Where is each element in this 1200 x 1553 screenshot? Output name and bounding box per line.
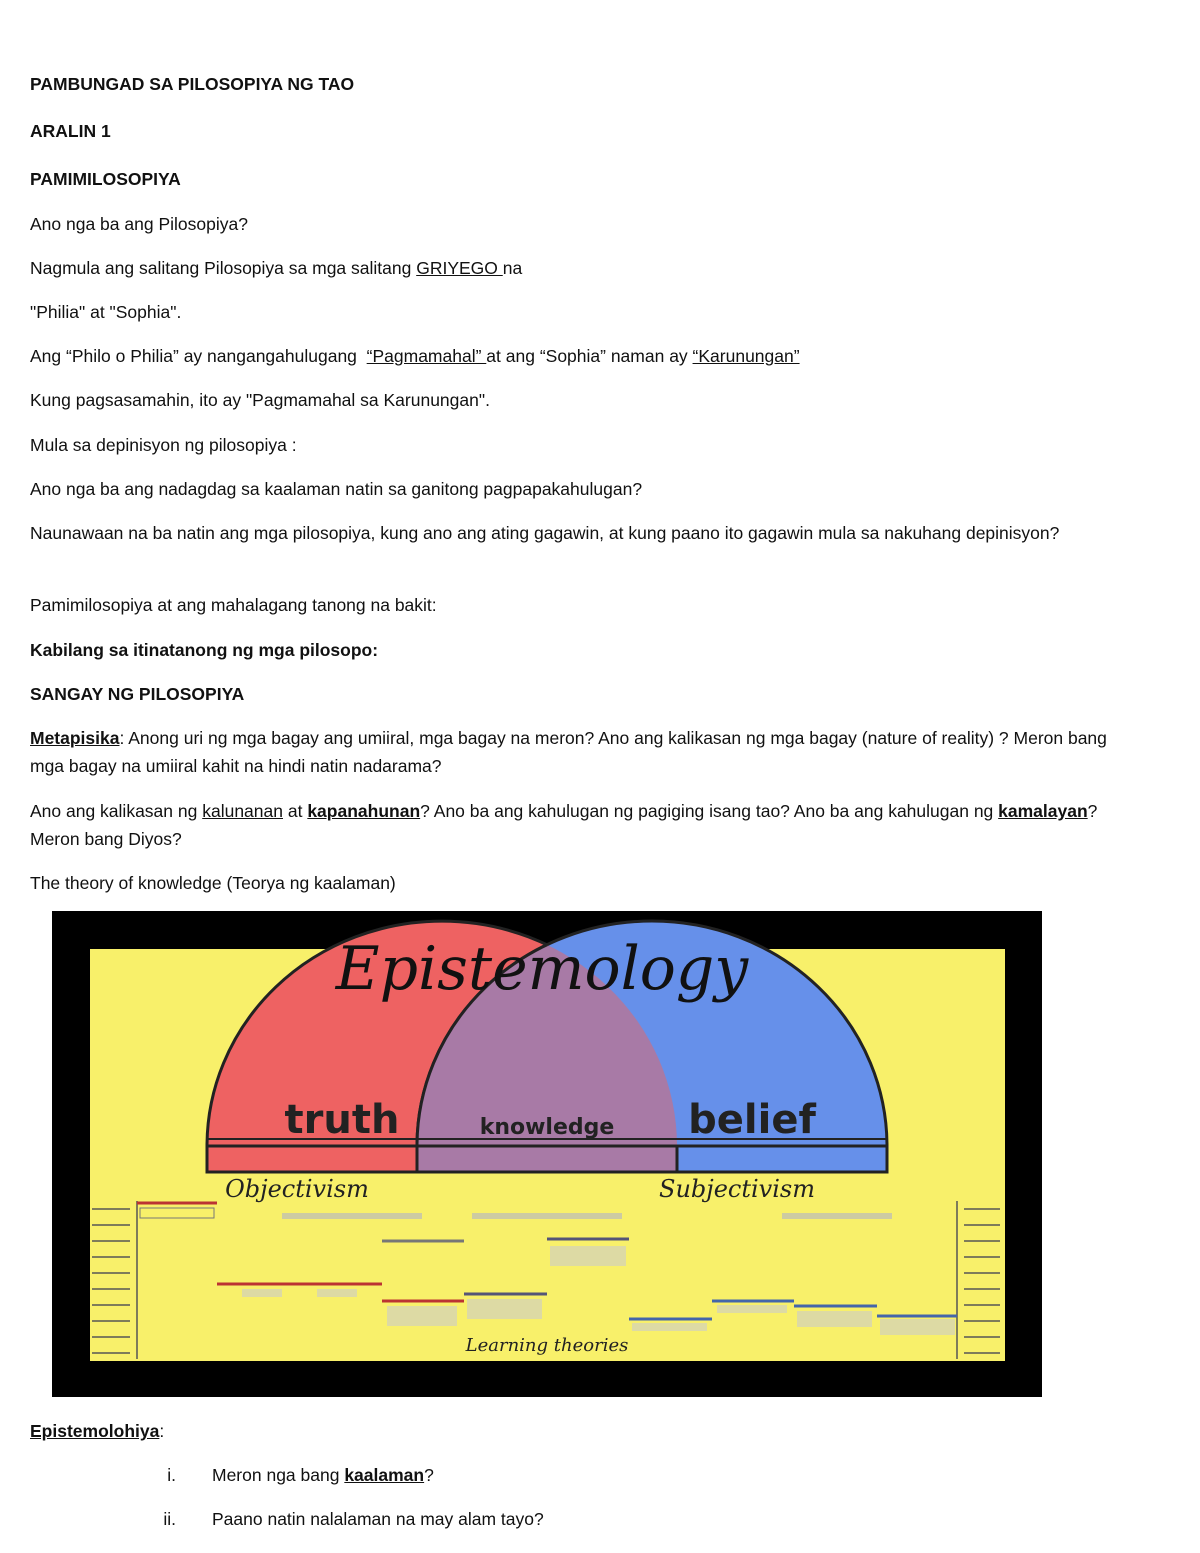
text: ? Meron bang Diyos? [30,801,1098,849]
belief-band [677,1146,887,1172]
paragraph-philia-sophia: "Philia" at "Sophia". [30,302,182,322]
caption-subjectivism: Subjectivism [659,1175,815,1203]
term-kamalayan: kamalayan [998,801,1088,821]
text: : [159,1421,165,1441]
text: ? Ano ba ang kahulugan ng pagiging isang tao? Ano ba ang kahulugan ng [420,801,999,821]
caption-objectivism: Objectivism [225,1175,369,1203]
document-title: PAMBUNGAD SA PILOSOPIYA NG TAO [30,74,355,94]
paragraph-origin [30,254,522,282]
paragraph-nature-questions [30,797,1140,853]
underlined-pagmamahal: “Pagmamahal” [366,346,487,366]
paragraph-question-knowledge: Ano nga ba ang nadagdag sa kaalaman natin sa ganitong pagpapakahulugan? [30,479,643,499]
text: : Anong uri ng mga bagay ang umiiral, mga bagay na meron? Ano ang kalikasan ng mga bagay (nature of reality) ? Meron bang mga bagay na umiiral kahit na hindi natin nadarama? [30,728,1107,776]
label-belief: belief [688,1097,816,1143]
paragraph-epistemology [30,1417,164,1445]
topic-heading: PAMIMILOSOPIYA [30,169,181,189]
list-number: i. [167,1465,176,1485]
label-truth: truth [284,1097,400,1143]
underlined-kalunanan: kalunanan [202,801,283,821]
knowledge-band [417,1146,677,1172]
lesson-heading: ARALIN 1 [30,121,111,141]
paragraph-understanding: Naunawaan na ba natin ang mga pilosopiya, kung ano ang ating gagawin, at kung paano ito gagawin mula sa nakuhang depinisyon? [30,523,1060,543]
paragraph-meaning [30,342,800,370]
caption-learning-theories: Learning theories [465,1335,629,1356]
list-number: ii. [163,1509,176,1529]
paragraph-combined-meaning: Kung pagsasamahin, ito ay "Pagmamahal sa Karunungan". [30,390,490,410]
text: at [283,801,308,821]
epistemology-diagram [52,911,1042,1397]
epistemology-figure [52,911,1042,1397]
text: Ano ang kalikasan ng [30,801,203,821]
paragraph-metaphysics [30,724,1140,780]
branches-heading: SANGAY NG PILOSOPIYA [30,684,245,704]
paragraph-definition: Mula sa depinisyon ng pilosopiya : [30,435,297,455]
term-kaalaman: kaalaman [344,1465,425,1485]
question-what-is-philosophy: Ano nga ba ang Pilosopiya? [30,214,248,234]
list-item-text [212,1461,434,1489]
list-item-text: Paano natin nalalaman na may alam tayo? [212,1509,544,1529]
term-metapisika: Metapisika [30,728,120,748]
text: Meron nga bang [212,1465,345,1485]
text: at ang “Sophia” naman ay [486,346,693,366]
text: Ang “Philo o Philia” ay nangangahulugang [30,346,362,366]
underlined-karunungan: “Karunungan” [692,346,800,366]
text: ? [424,1465,434,1485]
truth-band [207,1146,417,1172]
text: na [502,258,523,278]
paragraph-why: Pamimilosopiya at ang mahalagang tanong na bakit: [30,595,437,615]
heading-epistemology: Epistemology [335,934,749,1004]
underlined-greek: GRIYEGO [416,258,503,278]
paragraph-philosophers-ask: Kabilang sa itinatanong ng mga pilosopo: [30,640,379,660]
paragraph-theory-of-knowledge: The theory of knowledge (Teorya ng kaalaman) [30,873,396,893]
term-kapanahunan: kapanahunan [307,801,421,821]
text: Nagmula ang salitang Pilosopiya sa mga salitang [30,258,417,278]
label-knowledge: knowledge [479,1115,615,1140]
term-epistemolohiya: Epistemolohiya [30,1421,160,1441]
